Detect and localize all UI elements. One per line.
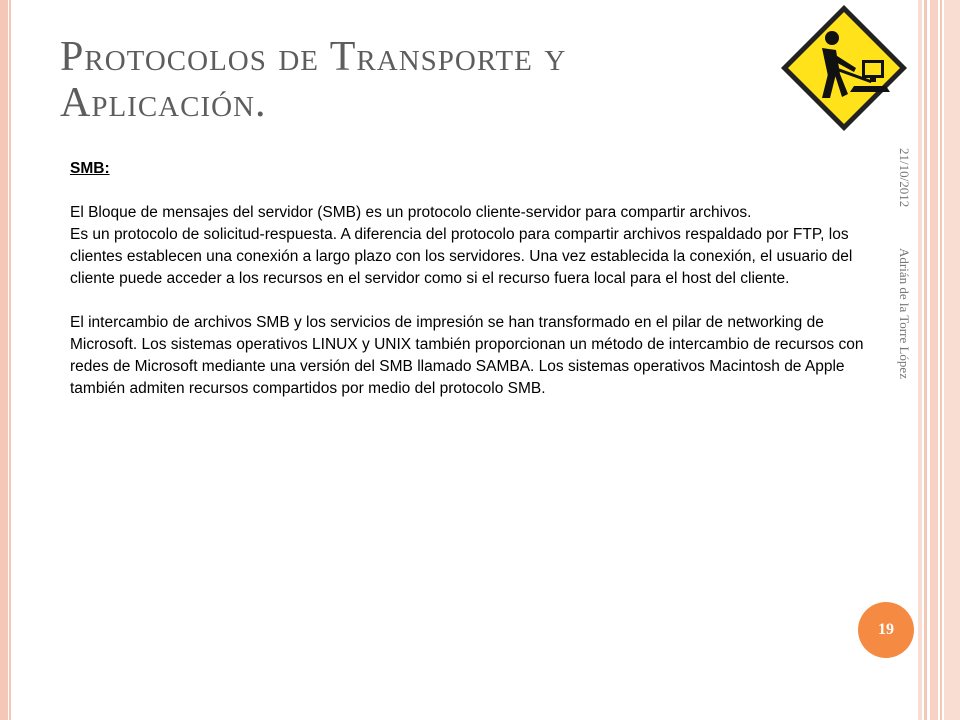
sidebar-vertical-text <box>892 148 912 448</box>
title-line-1: Protocolos de Transporte y <box>60 34 567 80</box>
paragraph-1-line-2: Es un protocolo de solicitud-respuesta. A diferencia del protocolo para compartir archivos respaldado por FTP, los clientes establecen una conexión a largo plazo con los servidores. Una vez establecida la conexión, el usuario del cliente puede acceder a los recursos en el servidor como si el recurso fuera local para el host del cliente. <box>70 226 853 287</box>
title-line-2: Aplicación. <box>60 80 267 126</box>
paragraph-1-line-1: El Bloque de mensajes del servidor (SMB) es un protocolo cliente-servidor para compartir archivos. <box>70 204 752 221</box>
page-number-badge: 19 <box>858 602 914 658</box>
slide-title <box>60 34 760 126</box>
sidebar-date: 21/10/2012 <box>897 148 912 208</box>
slide-content <box>70 158 885 400</box>
construction-worker-computer-icon <box>778 2 910 134</box>
right-decor-band <box>918 0 960 720</box>
paragraph-2: El intercambio de archivos SMB y los servicios de impresión se han transformado en el pilar de networking de Microsoft. Los sistemas operativos LINUX y UNIX también proporcionan un método de intercambio de recursos con redes de Microsoft mediante una versión del SMB llamado SAMBA. Los sistemas operativos Macintosh de Apple también admiten recursos compartidos por medio del protocolo SMB. <box>70 314 864 397</box>
left-decor-stripe <box>0 0 8 720</box>
section-heading: SMB: <box>70 160 110 177</box>
left-decor-thin-stripe <box>9 0 11 720</box>
sidebar-author: Adrián de la Torre López <box>897 248 912 380</box>
